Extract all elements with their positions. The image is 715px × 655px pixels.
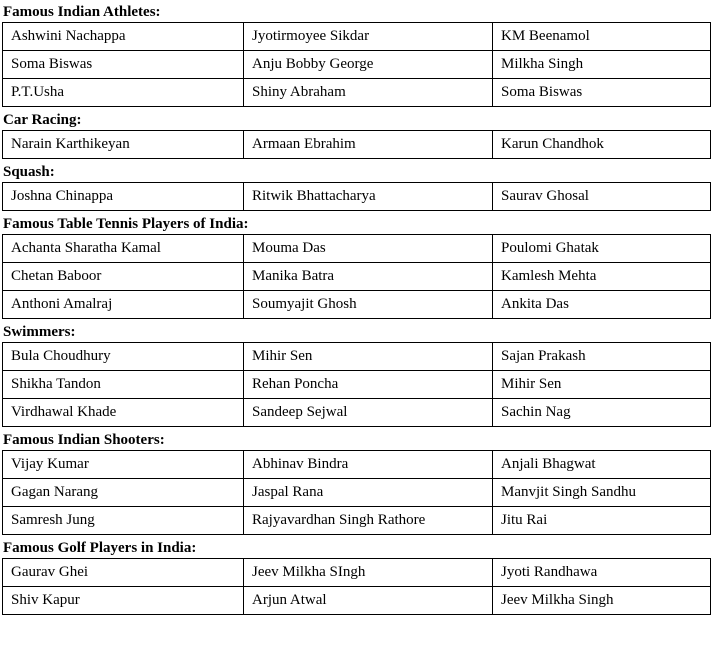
name-cell: Poulomi Ghatak — [493, 235, 711, 263]
name-cell: Soumyajit Ghosh — [244, 291, 493, 319]
name-cell: Bula Choudhury — [3, 343, 244, 371]
name-cell: Jitu Rai — [493, 507, 711, 535]
section — [0, 110, 715, 159]
table-row — [3, 343, 711, 371]
name-cell: Kamlesh Mehta — [493, 263, 711, 291]
name-cell: Jyoti Randhawa — [493, 559, 711, 587]
table-row — [3, 131, 711, 159]
name-cell: Armaan Ebrahim — [244, 131, 493, 159]
name-cell: Anju Bobby George — [244, 51, 493, 79]
names-table — [2, 558, 711, 615]
section — [0, 214, 715, 319]
name-cell: Karun Chandhok — [493, 131, 711, 159]
table-row — [3, 51, 711, 79]
name-cell: Soma Biswas — [3, 51, 244, 79]
name-cell: Jyotirmoyee Sikdar — [244, 23, 493, 51]
table-row — [3, 183, 711, 211]
name-cell: Rajyavardhan Singh Rathore — [244, 507, 493, 535]
name-cell: Shiv Kapur — [3, 587, 244, 615]
name-cell: Sajan Prakash — [493, 343, 711, 371]
names-table — [2, 342, 711, 427]
name-cell: Achanta Sharatha Kamal — [3, 235, 244, 263]
name-cell: Jaspal Rana — [244, 479, 493, 507]
name-cell: Jeev Milkha Singh — [493, 587, 711, 615]
table-row — [3, 479, 711, 507]
names-table — [2, 450, 711, 535]
section-heading: Car Racing: — [3, 112, 82, 128]
section-heading: Famous Indian Shooters: — [3, 432, 165, 448]
names-table — [2, 130, 711, 159]
name-cell: Ankita Das — [493, 291, 711, 319]
table-row — [3, 235, 711, 263]
name-cell: Mihir Sen — [244, 343, 493, 371]
name-cell: Milkha Singh — [493, 51, 711, 79]
names-table — [2, 234, 711, 319]
name-cell: P.T.Usha — [3, 79, 244, 107]
name-cell: Narain Karthikeyan — [3, 131, 244, 159]
section — [0, 430, 715, 535]
table-row — [3, 451, 711, 479]
name-cell: Saurav Ghosal — [493, 183, 711, 211]
table-row — [3, 559, 711, 587]
names-table — [2, 182, 711, 211]
name-cell: Jeev Milkha SIngh — [244, 559, 493, 587]
section-heading: Swimmers: — [3, 324, 76, 340]
section — [0, 322, 715, 427]
section-heading: Famous Indian Athletes: — [3, 4, 161, 20]
name-cell: Ritwik Bhattacharya — [244, 183, 493, 211]
table-row — [3, 23, 711, 51]
name-cell: Sandeep Sejwal — [244, 399, 493, 427]
name-cell: Manvjit Singh Sandhu — [493, 479, 711, 507]
name-cell: Shiny Abraham — [244, 79, 493, 107]
name-cell: Soma Biswas — [493, 79, 711, 107]
name-cell: Joshna Chinappa — [3, 183, 244, 211]
name-cell: Shikha Tandon — [3, 371, 244, 399]
name-cell: Gagan Narang — [3, 479, 244, 507]
name-cell: Mihir Sen — [493, 371, 711, 399]
name-cell: Rehan Poncha — [244, 371, 493, 399]
table-row — [3, 507, 711, 535]
name-cell: Gaurav Ghei — [3, 559, 244, 587]
table-row — [3, 399, 711, 427]
name-cell: Vijay Kumar — [3, 451, 244, 479]
table-row — [3, 79, 711, 107]
section-heading: Famous Golf Players in India: — [3, 540, 197, 556]
name-cell: Anjali Bhagwat — [493, 451, 711, 479]
names-table — [2, 22, 711, 107]
name-cell: Abhinav Bindra — [244, 451, 493, 479]
table-row — [3, 587, 711, 615]
section-heading: Famous Table Tennis Players of India: — [3, 216, 249, 232]
name-cell: Mouma Das — [244, 235, 493, 263]
name-cell: KM Beenamol — [493, 23, 711, 51]
section — [0, 538, 715, 615]
section — [0, 2, 715, 107]
name-cell: Manika Batra — [244, 263, 493, 291]
table-row — [3, 371, 711, 399]
sports-name-lists-page — [0, 2, 715, 655]
section-heading: Squash: — [3, 164, 55, 180]
name-cell: Virdhawal Khade — [3, 399, 244, 427]
name-cell: Anthoni Amalraj — [3, 291, 244, 319]
name-cell: Ashwini Nachappa — [3, 23, 244, 51]
section — [0, 162, 715, 211]
name-cell: Chetan Baboor — [3, 263, 244, 291]
name-cell: Sachin Nag — [493, 399, 711, 427]
name-cell: Arjun Atwal — [244, 587, 493, 615]
name-cell: Samresh Jung — [3, 507, 244, 535]
table-row — [3, 291, 711, 319]
table-row — [3, 263, 711, 291]
